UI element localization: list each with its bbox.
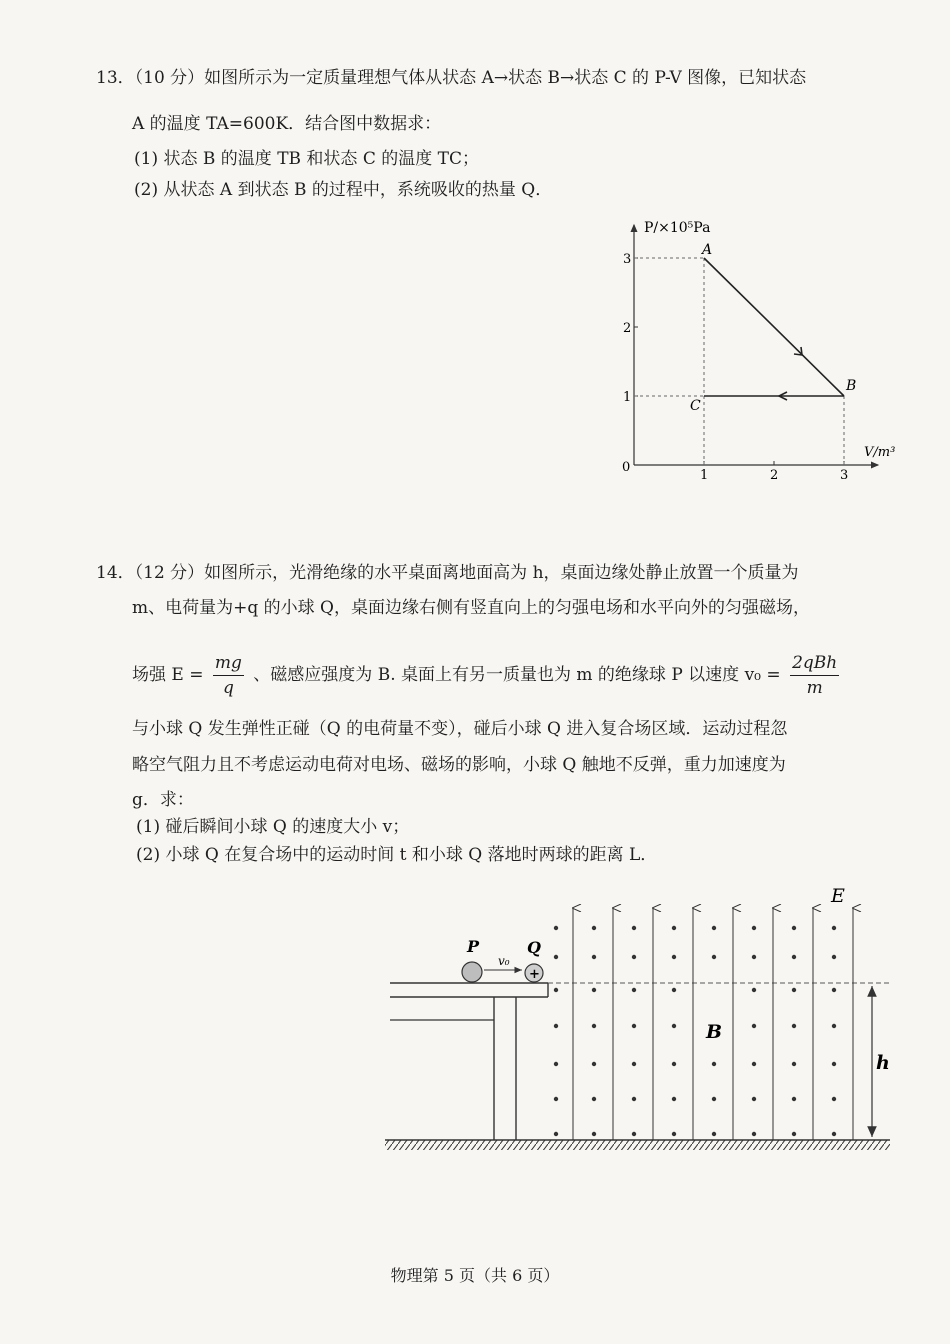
process-line-a-b <box>704 258 844 396</box>
field-dot <box>632 1024 636 1028</box>
y-axis-label: P/×10⁵Pa <box>644 220 711 236</box>
field-dot <box>712 926 716 930</box>
field-dot <box>752 1062 756 1066</box>
y-tick-label-3: 3 <box>623 252 632 267</box>
q14-subquestion-1: (1) 碰后瞬间小球 Q 的速度大小 v； <box>136 817 410 837</box>
field-dot <box>752 988 756 992</box>
x-tick-label-2: 2 <box>770 468 779 483</box>
x-tick-label-1: 1 <box>700 468 709 483</box>
field-dot <box>792 926 796 930</box>
field-dot <box>712 1132 716 1136</box>
field-dot <box>592 1132 596 1136</box>
field-dot <box>752 955 756 959</box>
field-dot <box>632 955 636 959</box>
point-label-c: C <box>690 398 701 414</box>
field-dot <box>554 988 558 992</box>
fraction-mg-over-q <box>213 651 244 700</box>
label-q: Q <box>527 938 541 957</box>
field-dot <box>752 1024 756 1028</box>
magnetic-field-text: 、磁感应强度为 B. 桌面上有另一质量也为 m 的绝缘球 P 以速度 v₀ = <box>253 665 781 685</box>
page-footer: 物理第 5 页（共 6 页） <box>390 1266 560 1285</box>
fraction-numerator: mg <box>213 651 244 676</box>
field-dot <box>792 955 796 959</box>
field-dot <box>592 988 596 992</box>
field-strength-text: 场强 E = <box>132 665 204 685</box>
field-dot <box>672 955 676 959</box>
label-p: P <box>467 937 480 956</box>
x-axis-label: V/m³ <box>864 445 896 460</box>
q13-heading: 13．（10 分）如图所示为一定质量理想气体从状态 A→状态 B→状态 C 的 P-V 图像，已知状态 <box>96 68 807 88</box>
field-dot <box>832 1132 836 1136</box>
field-dot <box>632 1132 636 1136</box>
field-dot <box>672 988 676 992</box>
field-diagram <box>380 880 910 1155</box>
field-dot <box>592 1024 596 1028</box>
field-dot <box>832 1024 836 1028</box>
field-dot <box>632 988 636 992</box>
table <box>390 983 548 1140</box>
field-dot <box>832 988 836 992</box>
field-dot <box>592 955 596 959</box>
point-label-b: B <box>846 378 857 394</box>
field-dot <box>672 1132 676 1136</box>
q13-condition: A 的温度 TA=600K．结合图中数据求： <box>132 114 442 134</box>
q14-heading: 14．（12 分）如图所示，光滑绝缘的水平桌面离地面高为 h，桌面边缘处静止放置一个质量为 <box>96 563 799 583</box>
q14-line-5: 略空气阻力且不考虑运动电荷对电场、磁场的影响，小球 Q 触地不反弹，重力加速度为 <box>132 755 786 775</box>
field-dot <box>592 1097 596 1101</box>
field-dot <box>554 1097 558 1101</box>
field-dot <box>672 1024 676 1028</box>
field-dot <box>632 926 636 930</box>
field-dot <box>554 1062 558 1066</box>
field-dot <box>632 1097 636 1101</box>
field-dot <box>792 1024 796 1028</box>
q14-subquestion-2: (2) 小球 Q 在复合场中的运动时间 t 和小球 Q 落地时两球的距离 L． <box>136 845 658 865</box>
ground-hatching <box>385 1140 890 1150</box>
field-dot <box>592 1062 596 1066</box>
fraction-2qBh-over-m <box>790 651 839 700</box>
field-dot <box>672 926 676 930</box>
y-tick-label-2: 2 <box>623 321 632 336</box>
field-dot <box>672 1097 676 1101</box>
origin-label: 0 <box>622 460 631 475</box>
label-v0: v₀ <box>498 954 510 968</box>
q14-line-4: 与小球 Q 发生弹性正碰（Q 的电荷量不变），碰后小球 Q 进入复合场区域．运动过程忽 <box>132 719 788 739</box>
field-dot <box>792 1097 796 1101</box>
magnetic-field-dots <box>554 926 836 1136</box>
q14-line-6: g．求： <box>132 790 194 810</box>
field-dot <box>752 926 756 930</box>
field-dot <box>752 1132 756 1136</box>
field-dot <box>792 1062 796 1066</box>
fraction-denominator: m <box>806 678 823 698</box>
field-dot <box>554 1024 558 1028</box>
field-dot <box>712 1097 716 1101</box>
label-b: B <box>706 1021 723 1043</box>
ball-p <box>462 962 482 982</box>
q14-line-2: m、电荷量为+q 的小球 Q，桌面边缘右侧有竖直向上的匀强电场和水平向外的匀强磁场， <box>132 598 810 618</box>
field-dot <box>554 955 558 959</box>
label-h: h <box>876 1052 890 1074</box>
fraction-numerator: 2qBh <box>790 651 839 676</box>
y-tick-label-1: 1 <box>623 390 632 405</box>
x-tick-label-3: 3 <box>840 468 849 483</box>
q14-line-3 <box>132 651 843 700</box>
fraction-denominator: q <box>222 678 234 698</box>
field-dot <box>832 955 836 959</box>
field-dot <box>632 1062 636 1066</box>
field-dot <box>712 955 716 959</box>
field-dot <box>592 926 596 930</box>
label-e: E <box>831 885 845 907</box>
field-dot <box>832 1097 836 1101</box>
charge-symbol: + <box>529 967 540 982</box>
field-dot <box>712 1062 716 1066</box>
field-dot <box>554 926 558 930</box>
q13-subquestion-2: (2) 从状态 A 到状态 B 的过程中，系统吸收的热量 Q． <box>134 180 553 200</box>
field-dot <box>752 1097 756 1101</box>
field-dot <box>792 988 796 992</box>
field-dot <box>832 1062 836 1066</box>
field-dot <box>554 1132 558 1136</box>
field-dot <box>792 1132 796 1136</box>
point-label-a: A <box>702 242 713 258</box>
field-dot <box>832 926 836 930</box>
field-dot <box>672 1062 676 1066</box>
q13-subquestion-1: (1) 状态 B 的温度 TB 和状态 C 的温度 TC； <box>134 149 479 169</box>
pv-graph <box>600 215 910 490</box>
